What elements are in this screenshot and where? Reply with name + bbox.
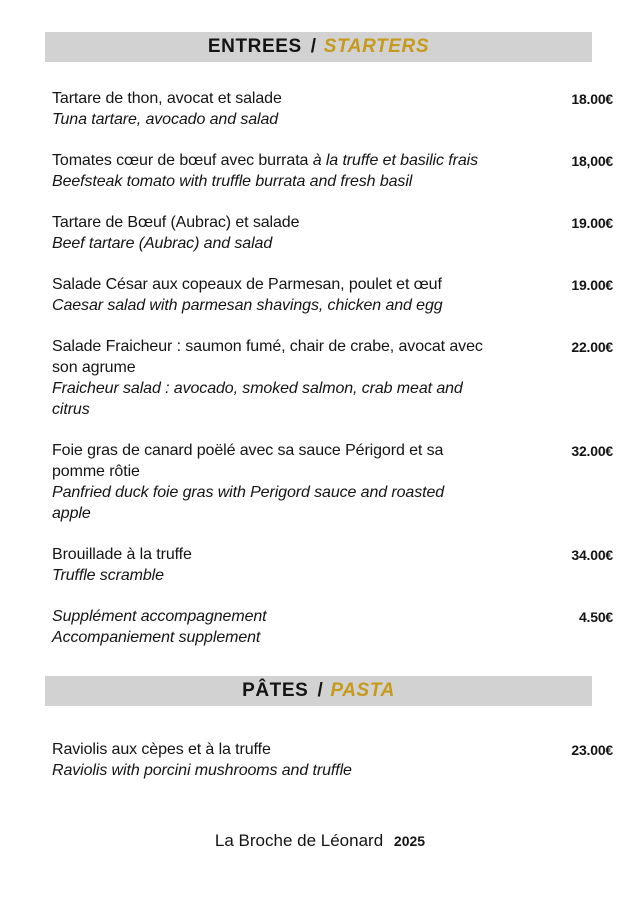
menu-item-name-fr: Brouillade à la truffe — [52, 546, 192, 563]
menu-item — [52, 739, 613, 781]
section-title-en: PASTA — [330, 680, 395, 701]
menu-item-text — [52, 88, 282, 130]
menu-item-name-fr: Foie gras de canard poëlé avec sa sauce Périgord et sa pomme rôtie — [52, 442, 444, 480]
section-header-entrees — [45, 32, 592, 62]
menu-item-name-en: Accompaniement supplement — [52, 629, 261, 646]
menu-item-text — [52, 606, 267, 648]
menu-item-name-en: Caesar salad with parmesan shavings, chicken and egg — [52, 297, 443, 314]
menu-item — [52, 440, 613, 524]
menu-item-price: 18.00€ — [571, 91, 613, 107]
menu-item — [52, 274, 613, 316]
menu-item-text — [52, 150, 478, 192]
menu-item-price: 34.00€ — [571, 547, 613, 563]
menu-item-text — [52, 212, 299, 254]
section-title-fr: ENTREES — [207, 36, 302, 57]
menu-item-price: 4.50€ — [578, 609, 613, 625]
menu-item-name-en: Beefsteak tomato with truffle burrata and fresh basil — [52, 173, 413, 190]
menu-item-name-fr: Salade César aux copeaux de Parmesan, poulet et œuf — [52, 276, 442, 293]
menu-item-price: 18,00€ — [571, 153, 613, 169]
menu-item-name-en: Tuna tartare, avocado and salad — [52, 111, 279, 128]
menu-item-text — [52, 274, 443, 316]
restaurant-name: La Broche de Léonard — [214, 831, 384, 850]
menu-item-name-en: Raviolis with porcini mushrooms and truffle — [52, 762, 352, 779]
section-title-en: STARTERS — [323, 36, 430, 57]
menu-item — [52, 212, 613, 254]
menu-item-text — [52, 544, 192, 586]
menu-item-price: 19.00€ — [571, 215, 613, 231]
menu-item-name-fr: Supplément accompagnement — [52, 608, 267, 625]
menu-item-text — [52, 336, 484, 420]
menu-item-name-fr: Salade Fraicheur : saumon fumé, chair de crabe, avocat avec son agrume — [52, 338, 483, 376]
section-title-separator: / — [310, 36, 317, 57]
menu-item-price: 19.00€ — [571, 277, 613, 293]
menu-item-name-en: Fraicheur salad : avocado, smoked salmon, crab meat and citrus — [52, 380, 463, 418]
menu-item — [52, 88, 613, 130]
section-title-fr: PÂTES — [242, 680, 309, 701]
section-header-pates — [45, 676, 592, 706]
menu-item — [52, 150, 613, 192]
menu-item — [52, 336, 613, 420]
menu-item-name-fr: Tartare de thon, avocat et salade — [52, 90, 282, 107]
menu-item-name-fr: Raviolis aux cèpes et à la truffe — [52, 741, 271, 758]
footer — [0, 831, 640, 851]
menu-item-name-fr: Tomates cœur de bœuf avec burrata à la truffe et basilic frais — [52, 152, 478, 169]
section-title-separator: / — [317, 680, 324, 701]
menu-item — [52, 544, 613, 586]
menu-item-name-en: Beef tartare (Aubrac) and salad — [52, 235, 273, 252]
footer-year: 2025 — [393, 833, 426, 849]
menu-item-name-en: Truffle scramble — [52, 567, 164, 584]
menu-item-price: 32.00€ — [571, 443, 613, 459]
menu-item — [52, 606, 613, 648]
menu-item-name-fr: Tartare de Bœuf (Aubrac) et salade — [52, 214, 300, 231]
menu-item-name-en: Panfried duck foie gras with Perigord sauce and roasted apple — [52, 484, 445, 522]
menu-item-text — [52, 739, 352, 781]
menu-item-text — [52, 440, 484, 524]
menu-item-price: 22.00€ — [571, 339, 613, 355]
menu-item-price: 23.00€ — [571, 742, 613, 758]
